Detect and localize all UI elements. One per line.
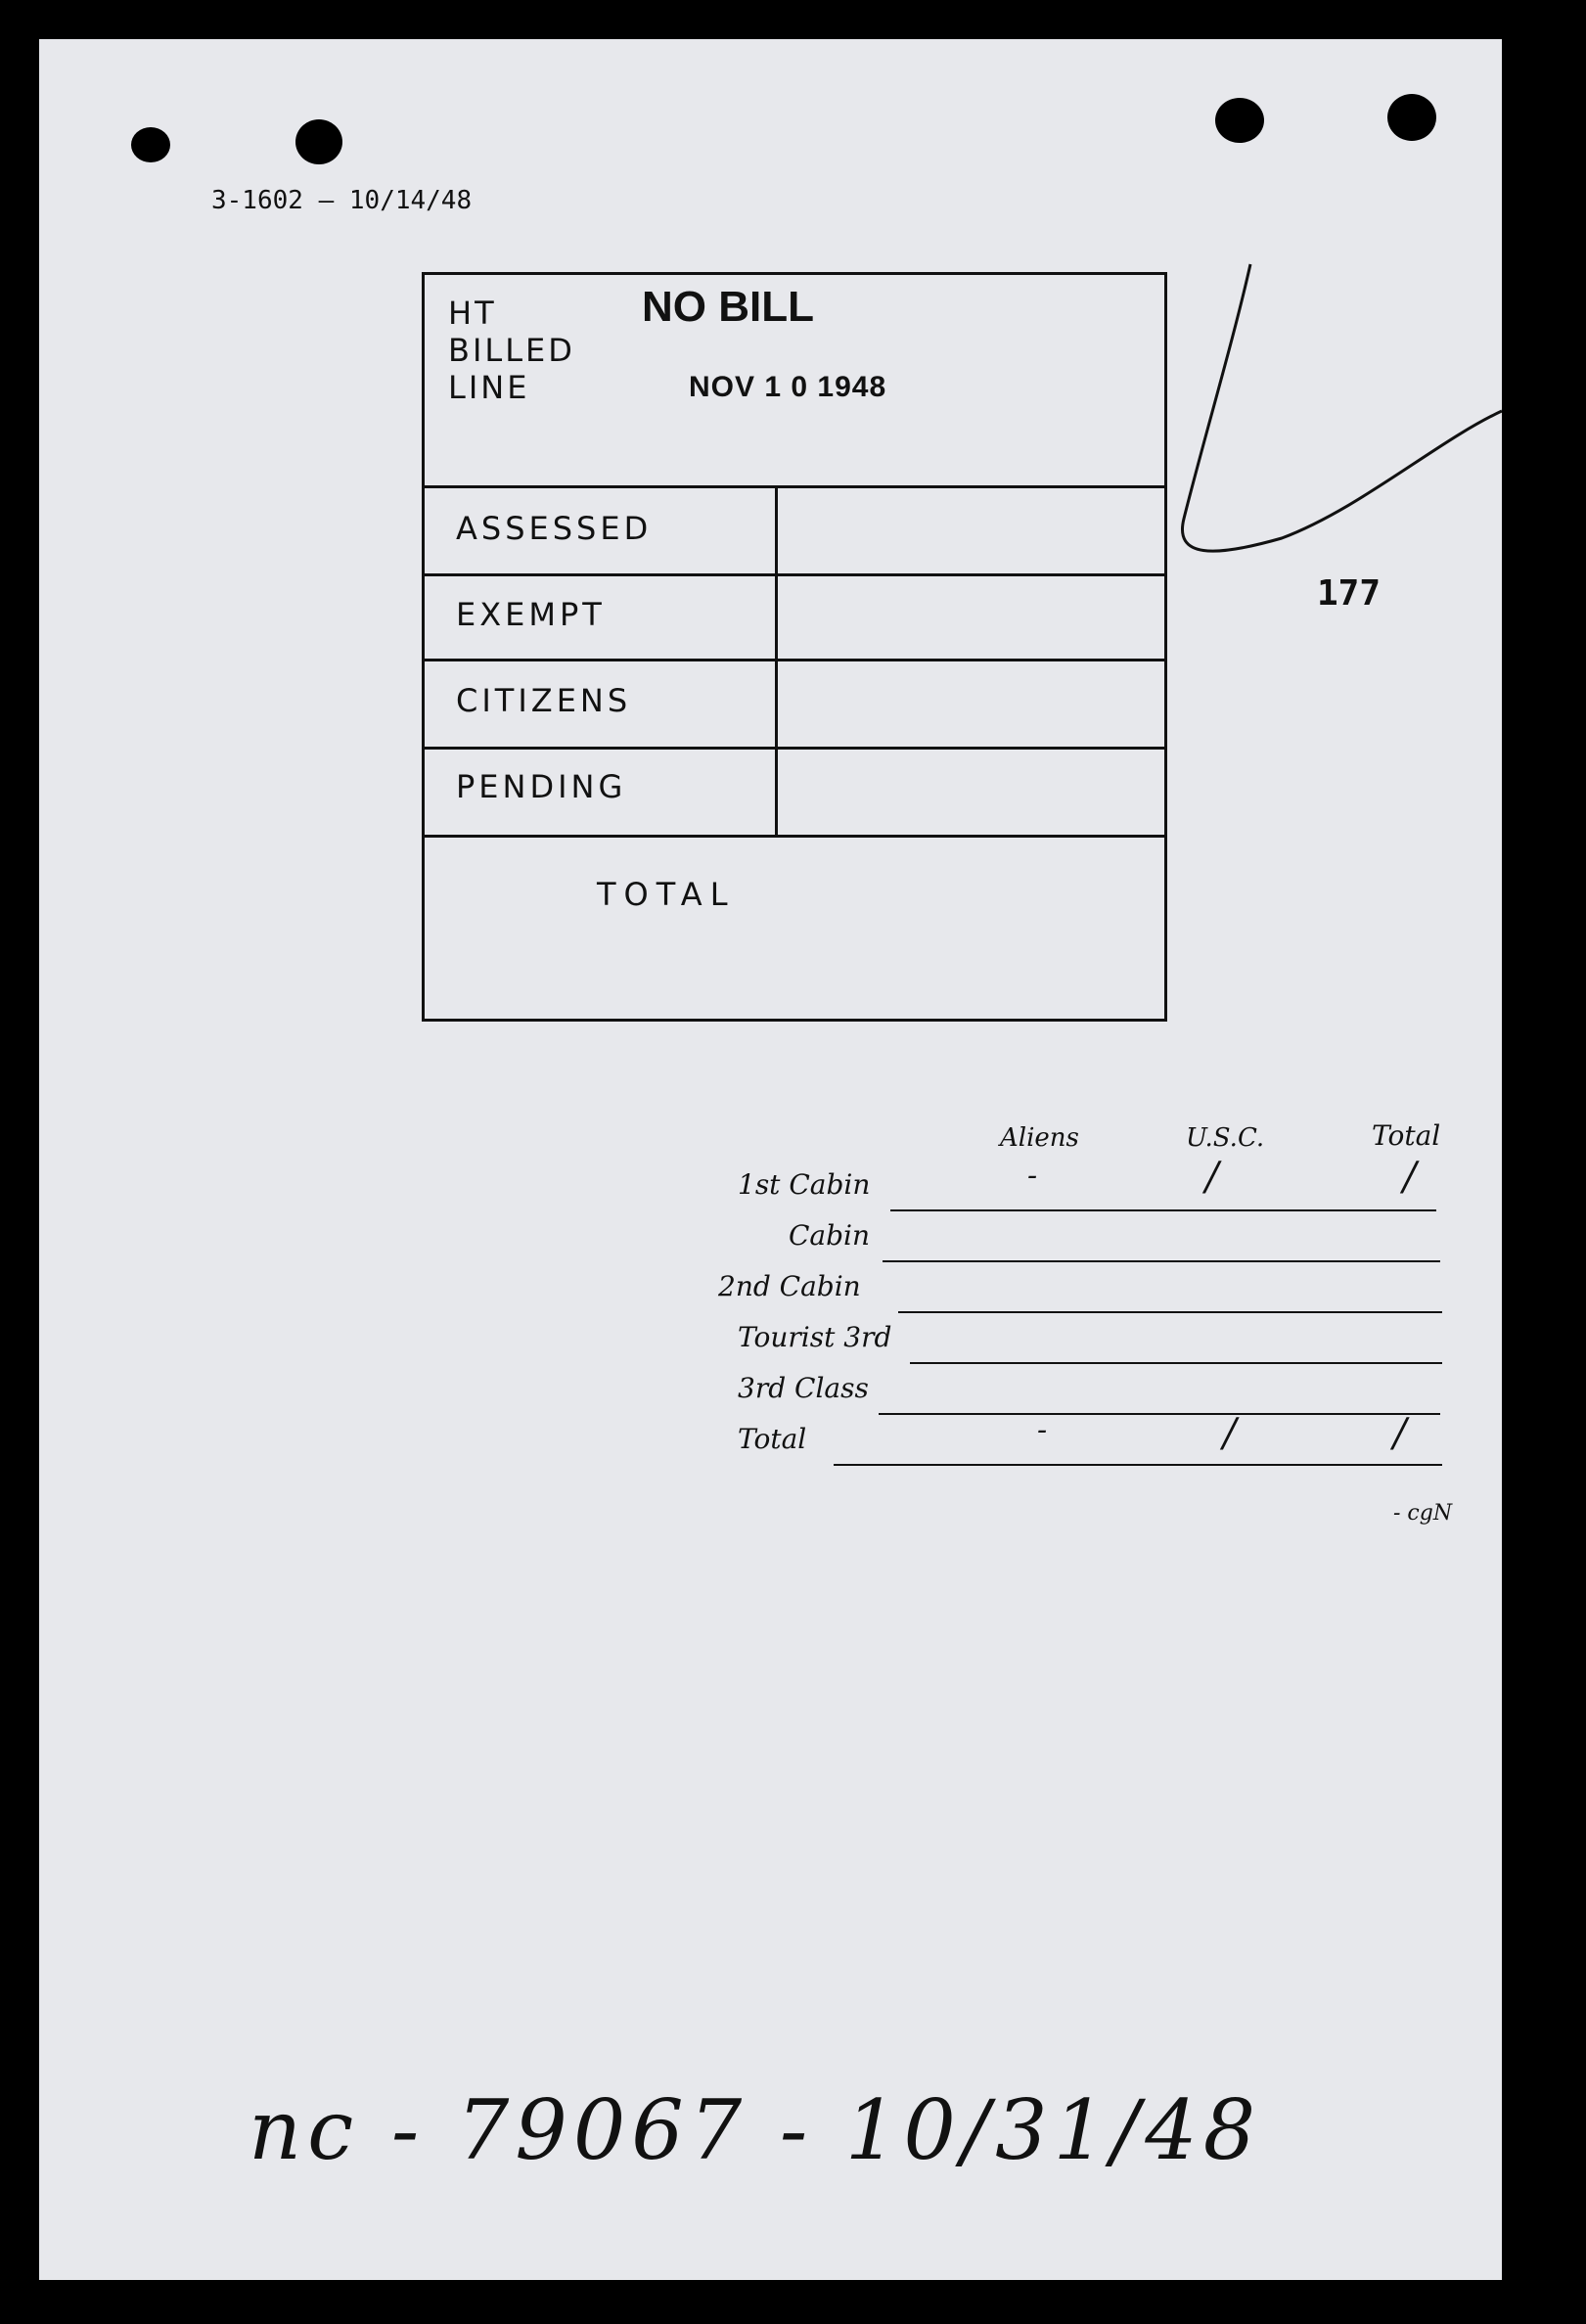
margin-number: 177 xyxy=(1317,573,1382,614)
billing-box xyxy=(422,272,1167,1022)
punch-hole-2 xyxy=(295,119,342,164)
cabin-row-line xyxy=(898,1311,1442,1313)
column-aliens: Aliens xyxy=(1000,1123,1079,1153)
cabin-row-line xyxy=(879,1413,1440,1415)
cabin-row-label: Cabin xyxy=(789,1219,871,1252)
cabin-row-label: 3rd Class xyxy=(738,1372,869,1404)
column-total: Total xyxy=(1372,1119,1441,1152)
punch-hole-1 xyxy=(131,127,170,162)
cabin-row-label: 1st Cabin xyxy=(738,1168,871,1201)
cabin-row-label: Tourist 3rd xyxy=(738,1321,892,1353)
cabin-row-line xyxy=(883,1260,1440,1262)
reference-dash: — xyxy=(318,186,349,215)
row-total: TOTAL xyxy=(597,876,736,913)
column-usc: U.S.C. xyxy=(1186,1123,1265,1153)
cabin-row-label: Total xyxy=(738,1423,807,1455)
cabin-row-usc: / xyxy=(1223,1411,1237,1456)
document-page xyxy=(39,39,1502,2280)
punch-hole-3 xyxy=(1215,98,1264,143)
row-divider-5 xyxy=(425,835,1164,838)
header-line-line: LINE xyxy=(448,369,530,406)
row-citizens: CITIZENS xyxy=(456,682,632,719)
row-divider-1 xyxy=(425,485,1164,488)
cabin-row-aliens: - xyxy=(1027,1159,1038,1193)
header-line-ht: HT xyxy=(448,295,497,332)
cabin-row-usc: / xyxy=(1205,1155,1219,1200)
reference-number: 3-1602 xyxy=(211,186,303,215)
row-divider-4 xyxy=(425,747,1164,750)
box-header-lines xyxy=(448,295,575,406)
punch-hole-4 xyxy=(1387,94,1436,141)
row-divider-3 xyxy=(425,659,1164,661)
reference-date: 10/14/48 xyxy=(348,186,473,215)
pen-stroke xyxy=(1145,225,1502,577)
cabin-row-aliens: - xyxy=(1037,1413,1048,1447)
header-line-billed: BILLED xyxy=(448,332,575,369)
cabin-row-total: / xyxy=(1393,1411,1407,1456)
row-pending: PENDING xyxy=(456,768,627,805)
reference-line xyxy=(211,186,472,215)
column-divider xyxy=(775,485,778,835)
stamp-date: NOV 1 0 1948 xyxy=(689,371,887,403)
cabin-row-total: / xyxy=(1403,1155,1417,1200)
clerk-initials: - cgN xyxy=(1393,1501,1453,1526)
row-exempt: EXEMPT xyxy=(456,596,606,633)
footer-handwritten-reference: nc - 79067 - 10/31/48 xyxy=(249,2082,1262,2178)
row-assessed: ASSESSED xyxy=(456,510,653,547)
cabin-row-line xyxy=(834,1464,1442,1466)
cabin-row-line xyxy=(910,1362,1442,1364)
cabin-row-line xyxy=(890,1209,1436,1211)
no-bill-stamp: NO BILL xyxy=(642,283,814,331)
cabin-row-label: 2nd Cabin xyxy=(718,1270,861,1302)
row-divider-2 xyxy=(425,573,1164,576)
